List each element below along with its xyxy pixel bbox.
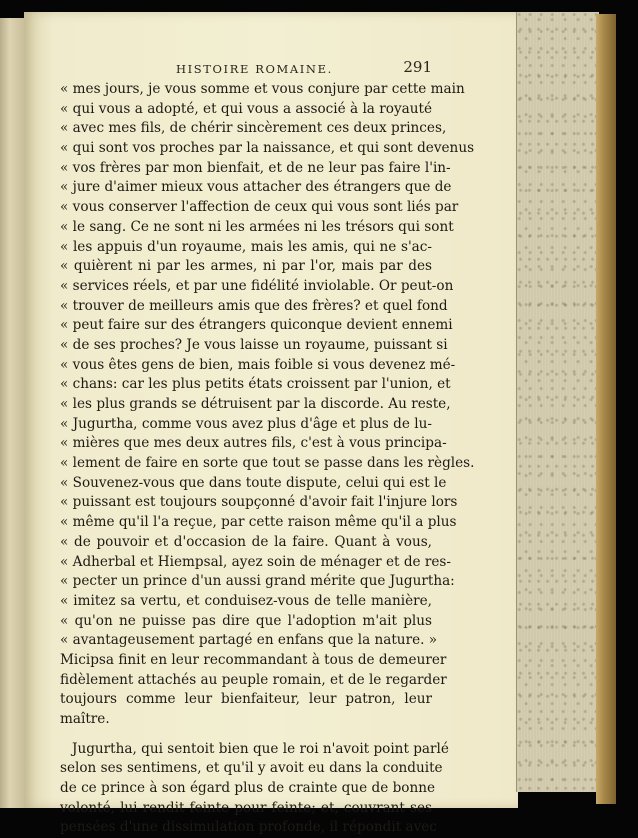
text-line: volonté, lui rendit feinte pour feinte; et, couvrant ses [60, 799, 432, 816]
page-block-edges [516, 12, 599, 792]
paragraph-gap [60, 730, 432, 740]
text-line: « trouver de meilleurs amis que des frères? et quel fond [60, 297, 448, 314]
text-line: « avec mes fils, de chérir sincèrement ces deux princes, [60, 120, 447, 137]
text-line: « mes jours, je vous somme et vous conjure par cette main [60, 81, 465, 97]
text-line: pensées d'une dissimulation profonde, il répondit avec [60, 819, 437, 836]
text-line: Micipsa finit en leur recommandant à tous de demeurer [60, 651, 447, 668]
text-line: « vous conserver l'affection de ceux qui vous sont liés par [60, 199, 459, 216]
left-page-edge [0, 18, 25, 808]
text-line: maître. [60, 711, 110, 727]
text-line: « le sang. Ce ne sont ni les armées ni les trésors qui sont [60, 218, 454, 235]
text-line: « avantageusement partagé en enfans que la nature. » [60, 632, 438, 649]
text-line: « mières que mes deux autres fils, c'est à vous principa- [60, 435, 447, 452]
text-line: « de pouvoir et d'occasion de la faire. Quant à vous, [60, 533, 432, 550]
text-line: « vos frères par mon bienfait, et de ne leur pas faire l'in- [60, 159, 451, 176]
text-line: « les plus grands se détruisent par la discorde. Au reste, [60, 396, 451, 412]
speckled-edge-texture [517, 12, 599, 792]
text-line: « qui sont vos proches par la naissance, et qui sont devenus [60, 140, 475, 157]
running-title: HISTOIRE ROMAINE. [176, 62, 333, 76]
text-line: selon ses sentimens, et qu'il y avoit eu dans la conduite [60, 760, 443, 777]
text-line: « lement de faire en sorte que tout se passe dans les règles. [60, 455, 475, 472]
text-line: « peut faire sur des étrangers quiconque devient ennemi [60, 317, 453, 334]
text-line: fidèlement attachés au peuple romain, et de le regarder [60, 671, 447, 688]
text-line: Jugurtha, qui sentoit bien que le roi n'avoit point parlé [72, 740, 449, 757]
text-line: « de ses proches? Je vous laisse un royaume, puissant si [60, 336, 448, 353]
page-number: 291 [403, 58, 432, 76]
text-line: de ce prince à son égard plus de crainte que de bonne [60, 780, 436, 797]
text-line: « vous êtes gens de bien, mais foible si vous devenez mé- [60, 356, 456, 373]
text-line: « même qu'il l'a reçue, par cette raison même qu'il a plus [60, 514, 457, 531]
text-line: « chans: car les plus petits états croissent par l'union, et [60, 376, 451, 393]
text-line: « qui vous a adopté, et qui vous a associé à la royauté [60, 100, 432, 117]
text-line: « les appuis d'un royaume, mais les amis, qui ne s'ac- [60, 238, 432, 255]
text-line: « pecter un prince d'un aussi grand mérite que Jugurtha: [60, 573, 455, 590]
text-line: « puissant est toujours soupçonné d'avoir fait l'injure lors [60, 494, 458, 511]
text-line: « Souvenez-vous que dans toute dispute, celui qui est le [60, 474, 447, 491]
text-line: « imitez sa vertu, et conduisez-vous de telle manière, [60, 592, 432, 609]
text-line: « qu'on ne puisse pas dire que l'adoption m'ait plus [60, 612, 432, 629]
text-line: « Jugurtha, comme vous avez plus d'âge et plus de lu- [60, 415, 432, 432]
book-cover-edge [596, 14, 616, 804]
text-line: toujours comme leur bienfaiteur, leur patron, leur [60, 691, 432, 708]
text-line: « Adherbal et Hiempsal, ayez soin de ménager et de res- [60, 553, 451, 570]
text-line: « jure d'aimer mieux vous attacher des étrangers que de [60, 179, 452, 196]
page-body-text [60, 80, 475, 838]
page-header [60, 60, 432, 80]
text-line: « services réels, et par une fidélité inviolable. Or peut-on [60, 277, 454, 294]
text-line: « quièrent ni par les armes, ni par l'or, mais par des [60, 258, 432, 275]
